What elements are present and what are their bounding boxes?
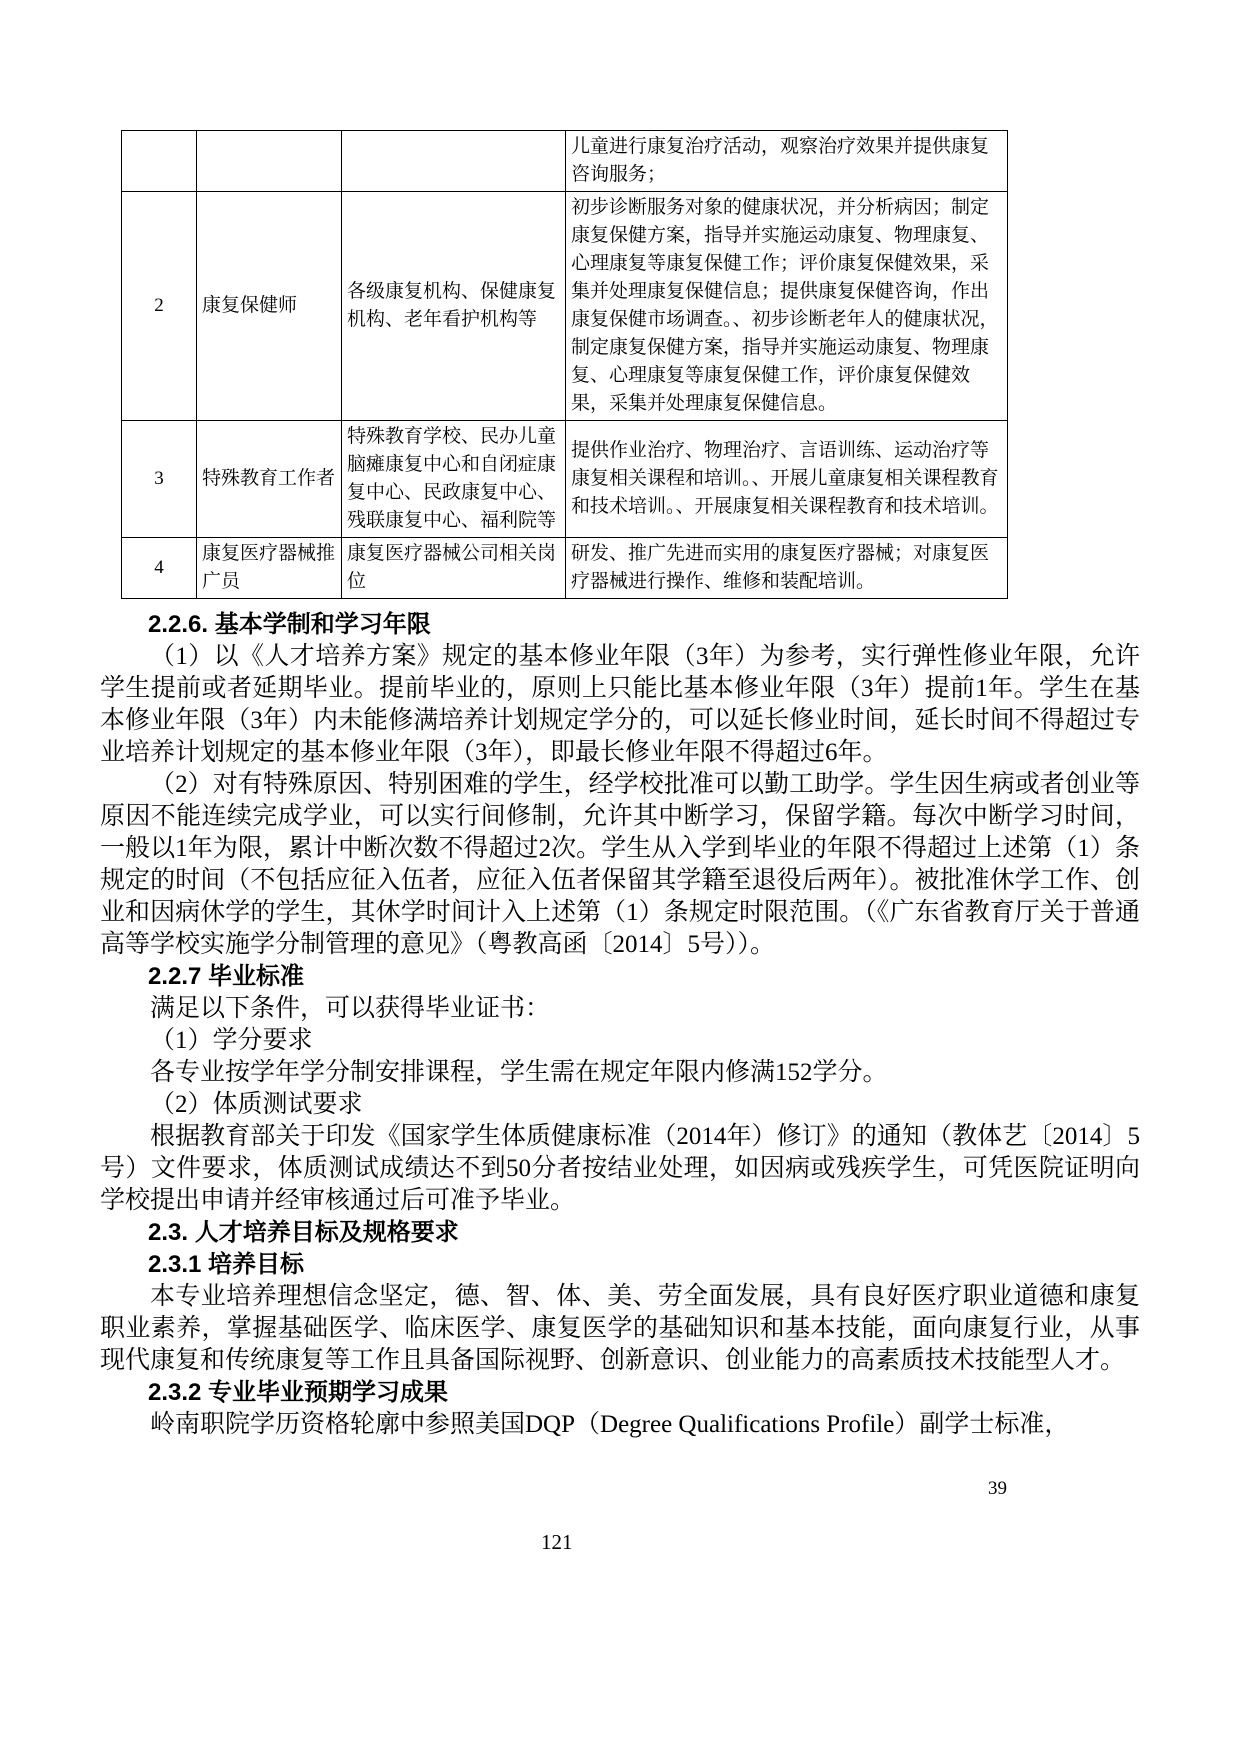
table-cell-number: 4 xyxy=(122,538,197,599)
table-cell-job-title: 特殊教育工作者 xyxy=(197,421,342,538)
table-cell-organizations xyxy=(342,131,566,192)
text-block: 2.2.6. 基本学制和学习年限 xyxy=(148,611,431,638)
table-row xyxy=(122,131,1008,192)
text-block: 根据教育部关于印发《国家学生体质健康标准（2014年）修订》的通知（教体艺〔2014〕5号）文件要求，体质测试成绩达不到50分者按结业处理，如因病或残疾学生，可凭医院证明向学校提出申请并经审核通过后可准予毕业。 xyxy=(100,1123,1140,1214)
text-block: 各专业按学年学分制安排课程，学生需在规定年限内修满152学分。 xyxy=(150,1059,888,1086)
table-row xyxy=(122,538,1008,599)
table-cell-description: 研发、推广先进而实用的康复医疗器械；对康复医疗器械进行操作、维修和装配培训。 xyxy=(566,538,1008,599)
table-cell-job-title xyxy=(197,131,342,192)
text-block: （2）体质测试要求 xyxy=(150,1091,363,1118)
text-block: （2）对有特殊原因、特别困难的学生，经学校批准可以勤工助学。学生因生病或者创业等原因不能连续完成学业，可以实行间修制，允许其中断学习，保留学籍。每次中断学习时间，一般以1年为限，累计中断次数不得超过2次。学生从入学到毕业的年限不得超过上述第（1）条规定的时间（不包括应征入伍者，应征入伍者保留其学籍至退役后两年）。被批准休学工作、创业和因病休学的学生，其休学时间计入上述第（1）条规定时限范围。（《广东省教育厅关于普通高等学校实施学分制管理的意见》（粤教高函〔2014〕5号））。 xyxy=(100,771,1140,958)
table-cell-number xyxy=(122,131,197,192)
page-number-bottom: 121 xyxy=(541,1530,573,1554)
document-text xyxy=(100,609,1140,1441)
text-block: 满足以下条件，可以获得毕业证书： xyxy=(150,995,551,1022)
table-cell-description: 初步诊断服务对象的健康状况，并分析病因；制定康复保健方案，指导并实施运动康复、物理康复、心理康复等康复保健工作；评价康复保健效果，采集并处理康复保健信息；提供康复保健咨询，作出康复保健市场调查。、初步诊断老年人的健康状况，制定康复保健方案，指导并实施运动康复、物理康复、心理康复等康复保健工作，评价康复保健效果，采集并处理康复保健信息。 xyxy=(566,192,1008,421)
table-row xyxy=(122,192,1008,421)
table-cell-number: 2 xyxy=(122,192,197,421)
job-table-body xyxy=(122,131,1008,599)
text-block: 岭南职院学历资格轮廓中参照美国DQP（Degree Qualifications Profile）副学士标准， xyxy=(150,1411,1070,1438)
text-block: 2.3.1 培养目标 xyxy=(148,1251,305,1278)
text-block: 2.3.2 专业毕业预期学习成果 xyxy=(148,1379,449,1406)
text-block: 2.3. 人才培养目标及规格要求 xyxy=(148,1219,459,1246)
table-row xyxy=(122,421,1008,538)
page-content xyxy=(100,130,1140,1441)
table-cell-organizations: 特殊教育学校、民办儿童脑瘫康复中心和自闭症康复中心、民政康复中心、残联康复中心、福利院等 xyxy=(342,421,566,538)
table-cell-number: 3 xyxy=(122,421,197,538)
table-cell-organizations: 各级康复机构、保健康复机构、老年看护机构等 xyxy=(342,192,566,421)
table-cell-job-title: 康复医疗器械推广员 xyxy=(197,538,342,599)
text-block: 2.2.7 毕业标准 xyxy=(148,963,305,990)
table-cell-organizations: 康复医疗器械公司相关岗位 xyxy=(342,538,566,599)
job-table xyxy=(121,130,1008,599)
text-block: （1）学分要求 xyxy=(150,1027,313,1054)
table-cell-description: 提供作业治疗、物理治疗、言语训练、运动治疗等康复相关课程和培训。、开展儿童康复相关课程教育和技术培训。、开展康复相关课程教育和技术培训。 xyxy=(566,421,1008,538)
text-block: 本专业培养理想信念坚定，德、智、体、美、劳全面发展，具有良好医疗职业道德和康复职业素养，掌握基础医学、临床医学、康复医学的基础知识和基本技能，面向康复行业，从事现代康复和传统康复等工作且具备国际视野、创新意识、创业能力的高素质技术技能型人才。 xyxy=(100,1283,1140,1374)
table-cell-description: 儿童进行康复治疗活动，观察治疗效果并提供康复咨询服务； xyxy=(566,131,1008,192)
table-cell-job-title: 康复保健师 xyxy=(197,192,342,421)
text-block: （1）以《人才培养方案》规定的基本修业年限（3年）为参考，实行弹性修业年限，允许学生提前或者延期毕业。提前毕业的，原则上只能比基本修业年限（3年）提前1年。学生在基本修业年限（3年）内未能修满培养计划规定学分的，可以延长修业时间，延长时间不得超过专业培养计划规定的基本修业年限（3年），即最长修业年限不得超过6年。 xyxy=(100,643,1140,766)
page-number-side: 39 xyxy=(988,1478,1007,1499)
